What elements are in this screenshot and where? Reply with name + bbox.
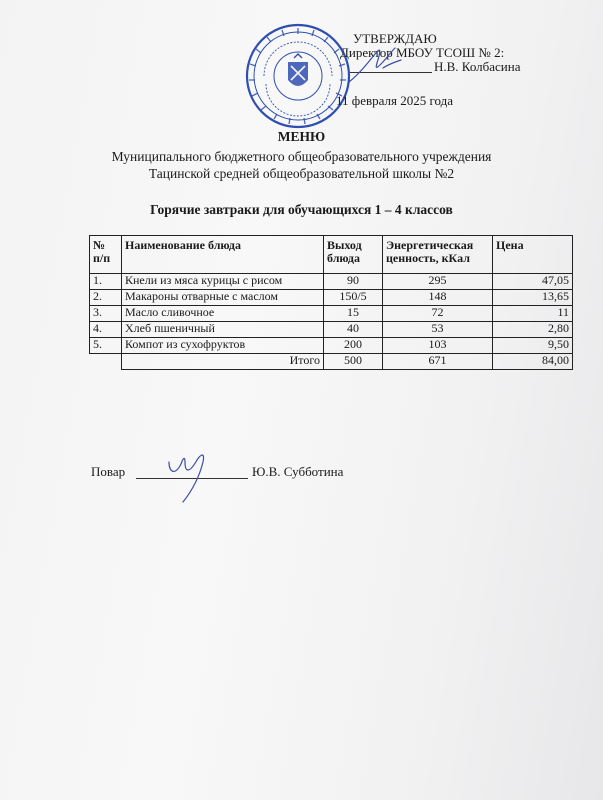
row-number: 5. bbox=[90, 338, 122, 354]
column-header-energy: Энергетическая ценность, кКал bbox=[383, 236, 493, 274]
table-row bbox=[90, 306, 573, 322]
dish-price: 47,05 bbox=[493, 274, 573, 290]
table-header-row bbox=[90, 236, 573, 274]
dish-price: 9,50 bbox=[493, 338, 573, 354]
row-number: 4. bbox=[90, 322, 122, 338]
total-label: Итого bbox=[122, 354, 324, 370]
dish-name: Макароны отварные с маслом bbox=[122, 290, 324, 306]
dish-output: 90 bbox=[324, 274, 383, 290]
dish-price: 11 bbox=[493, 306, 573, 322]
row-number: 3. bbox=[90, 306, 122, 322]
dish-name: Компот из сухофруктов bbox=[122, 338, 324, 354]
director-name: Н.В. Колбасина bbox=[434, 59, 521, 74]
dish-energy: 148 bbox=[383, 290, 493, 306]
total-blank-cell bbox=[90, 354, 122, 370]
total-energy: 671 bbox=[383, 354, 493, 370]
menu-title: МЕНЮ bbox=[277, 129, 326, 144]
dish-name: Хлеб пшеничный bbox=[122, 322, 324, 338]
row-number: 2. bbox=[90, 290, 122, 306]
dish-energy: 103 bbox=[383, 338, 493, 354]
cook-label: Повар bbox=[91, 464, 126, 479]
dish-name: Кнели из мяса курицы с рисом bbox=[122, 274, 324, 290]
dish-output: 200 bbox=[324, 338, 383, 354]
dish-output: 15 bbox=[324, 306, 383, 322]
approval-date: 11 февраля 2025 года bbox=[336, 93, 453, 108]
organization-line-2: Тацинской средней общеобразовательной школы №2 bbox=[148, 166, 455, 181]
cook-name: Ю.В. Субботина bbox=[252, 464, 344, 479]
menu-table bbox=[89, 235, 573, 370]
total-price: 84,00 bbox=[493, 354, 573, 370]
row-number: 1. bbox=[90, 274, 122, 290]
cook-signature-icon bbox=[163, 448, 215, 504]
dish-energy: 295 bbox=[383, 274, 493, 290]
dish-price: 13,65 bbox=[493, 290, 573, 306]
table-total-row bbox=[90, 354, 573, 370]
dish-energy: 72 bbox=[383, 306, 493, 322]
column-header-name: Наименование блюда bbox=[122, 236, 324, 274]
column-header-output: Выход блюда bbox=[324, 236, 383, 274]
dish-output: 150/5 bbox=[324, 290, 383, 306]
total-output: 500 bbox=[324, 354, 383, 370]
table-row bbox=[90, 290, 573, 306]
dish-output: 40 bbox=[324, 322, 383, 338]
table-row bbox=[90, 338, 573, 354]
organization-line-1: Муниципального бюджетного общеобразовательного учреждения bbox=[111, 149, 492, 164]
director-title: Директор МБОУ ТСОШ № 2: bbox=[340, 45, 505, 60]
table-row bbox=[90, 274, 573, 290]
director-signature-icon bbox=[345, 44, 405, 86]
table-row bbox=[90, 322, 573, 338]
dish-name: Масло сливочное bbox=[122, 306, 324, 322]
approval-heading: УТВЕРЖДАЮ bbox=[353, 31, 437, 46]
dish-price: 2,80 bbox=[493, 322, 573, 338]
dish-energy: 53 bbox=[383, 322, 493, 338]
official-seal-icon bbox=[244, 22, 352, 130]
column-header-number: № п/п bbox=[90, 236, 122, 274]
column-header-price: Цена bbox=[493, 236, 573, 274]
menu-subtitle: Горячие завтраки для обучающихся 1 – 4 классов bbox=[150, 202, 453, 217]
